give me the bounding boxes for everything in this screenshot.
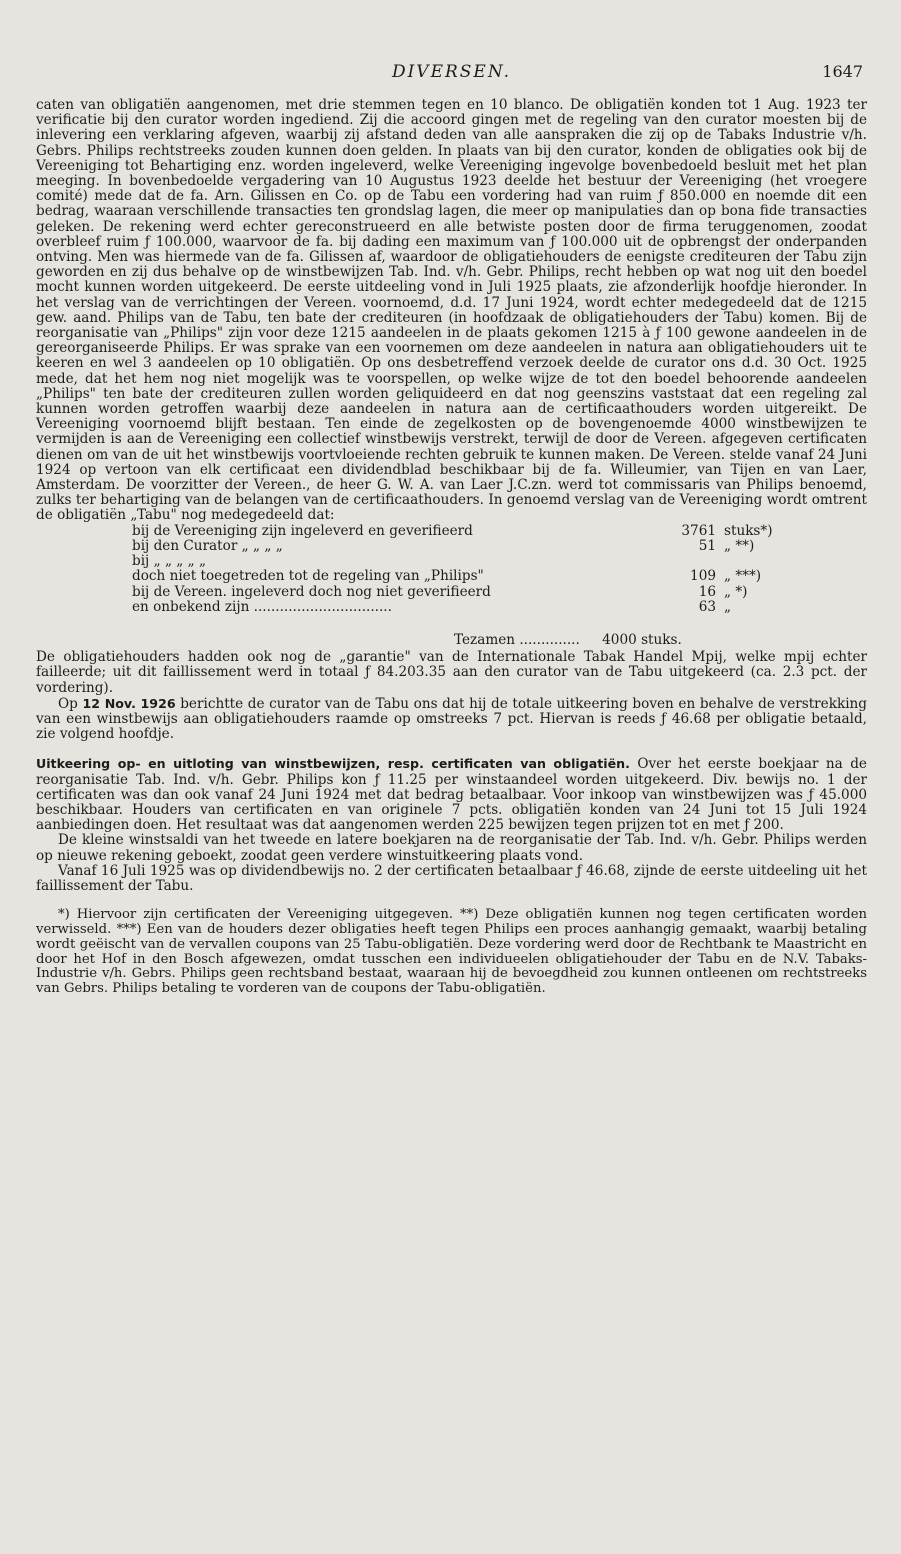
row-value: 51: [698, 537, 716, 554]
text-segment: Over het eerste boekjaar na de reorganisatie Tab. Ind. v/h. Gebr. Philips kon ƒ 11.25 per winstaandeel worden uitgekeerd. Div. bewijs no. 1 der certificaten was dan ook vanaf 24 Juni 1924 met dat bedrag betaalbaar. Voor inkoop van winstbewijzen was ƒ 45.000 beschikbaar. Houders van certificaten en van originele 7 pcts. obligatiën konden van 24 Juni tot 15 Juli 1924 aanbiedingen doen. Het resultaat was dat aangenomen werden 225 bewijzen tegen prijzen tot en met ƒ 200.: [36, 756, 867, 834]
page-number: 1647: [822, 62, 863, 81]
paragraph-uitkeering: [36, 756, 867, 833]
footnotes: [36, 908, 867, 997]
footnote-text: *) Hiervoor zijn certificaten der Vereeniging uitgegeven. **) Deze obligatiën kunnen nog tegen certificaten worden verwisseld. ***) Een van de houders dezer obligaties heeft tegen Philips een proces aanhangig gemaakt, waarbij betaling wordt geëischt van de vervallen coupons van 25 Tabu-obligatiën. Deze vordering werd door de Rechtbank te Maastricht en door het Hof in den Bosch afgewezen, omdat tusschen een individueelen obligatiehouder der Tabu en de N.V. Tabaks-Industrie v/h. Gebrs. Philips geen rechtsband bestaat, waaraan hij de bevoegdheid zou kunnen ontleenen om rechtstreeks van Gebrs. Philips betaling te vorderen van de coupons der Tabu-obligatiën.: [36, 907, 867, 997]
paragraph-tabu-obligaties: caten van obligatiën aangenomen, met drie stemmen tegen en 10 blanco. De obligatiën konden tot 1 Aug. 1923 ter verificatie bij den curator worden ingediend. Zij die accoord gingen met de regeling van den curator moesten bij de inlevering een verklaring afgeven, waarbij zij afstand deden van alle aanspraken die zij op de Tabaks Industrie v/h. Gebrs. Philips rechtstreeks zouden kunnen doen gelden. In plaats van bij den curator, konden de obligaties ook bij de Vereeniging tot Behartiging enz. worden ingeleverd, welke Vereeniging ingevolge bovenbedoeld besluit met het plan meeging. In bovenbedoelde vergadering van 10 Augustus 1923 deelde het bestuur der Vereeniging (het vroegere comité) mede dat de fa. Arn. Gilissen en Co. op de Tabu een vordering had van ruim ƒ 850.000 en noemde dit een bedrag, waaraan verschillende transacties ten grondslag lagen, die meer op manipulaties dan op bona fide transacties geleken. De rekening werd echter gereconstrueerd en alle betwiste posten door de firma teruggenomen, zoodat overbleef ruim ƒ 100.000, waarvoor de fa. bij dading een maximum van ƒ 100.000 uit de opbrengst der onderpanden ontving. Men was hiermede van de fa. Gilissen af, waardoor de obligatiehouders de eenigste crediteuren der Tabu zijn geworden en zij dus behalve op de winstbewijzen Tab. Ind. v/h. Gebr. Philips, recht hebben op wat nog uit den boedel mocht kunnen worden uitgekeerd. De eerste uitdeeling vond in Juli 1925 plaats, zie afzonderlijk hoofdje hieronder. In het verslag van de verrichtingen der Vereen. voornoemd, d.d. 17 Juni 1924, wordt echter medegedeeld dat de 1215 gew. aand. Philips van de Tabu, ten bate der crediteuren (in hoofdzaak de obligatiehouders der Tabu) komen. Bij de reorganisatie van „Philips" zijn voor deze 1215 aandeelen in de plaats gekomen 1215 à ƒ 100 gewone aandeelen in de gereorganiseerde Philips. Er was sprake van een voornemen om deze aandeelen in natura aan obligatiehouders uit te keeren en wel 3 aandeelen op 10 obligatiën. Op ons desbetreffend verzoek deelde de curator ons d.d. 30 Oct. 1925 mede, dat het hem nog niet mogelijk was te voorspellen, op welke wijze de tot den boedel behoorende aandeelen „Philips" ten bate der crediteuren zullen worden geliquideerd en dat nog geenszins vaststaat dat een regeling zal kunnen worden getroffen waarbij deze aandeelen in natura aan de certificaathouders worden uitgereikt. De Vereeniging voornoemd blijft bestaan. Ten einde de zegelkosten op de bovengenoemde 4000 winstbewijzen te vermijden is aan de Vereeniging een collectief winstbewijs verstrekt, terwijl de door de Vereen. afgegeven certificaten dienen om van de uit het winstbewijs voortvloeiende rechten gebruik te kunnen maken. De Vereen. stelde vanaf 24 Juni 1924 op vertoon van elk certificaat een dividendblad beschikbaar bij de fa. Willeumier, van Tijen en van Laer, Amsterdam. De voorzitter der Vereen., de heer G. W. A. van Laer J.C.zn. werd tot commissaris van Philips benoemd, zulks ter behartiging van de belangen van de certificaathouders. In genoemd verslag van de Vereeniging wordt omtrent de obligatiën „Tabu" nog medegedeeld dat:: [36, 97, 867, 524]
row-label: bij de Vereeniging zijn ingeleverd en geverifieerd: [132, 522, 473, 539]
main-text: [36, 98, 867, 894]
table-row: [132, 585, 844, 600]
table-row: [132, 554, 844, 569]
running-title: DIVERSEN.: [391, 62, 512, 82]
table-row: [132, 569, 844, 584]
row-label: en onbekend zijn ................................: [132, 598, 392, 615]
row-unit: „ **): [724, 537, 755, 554]
table-row: [132, 539, 844, 554]
paragraph-dividendbewijs: Vanaf 16 Juli 1925 was op dividendbewijs no. 2 der certificaten betaalbaar ƒ 46.68, zijnde de eerste uitdeeling uit het faillissement der Tabu.: [36, 862, 867, 894]
row-value: 109: [690, 568, 716, 585]
section-heading: Uitkeering op- en uitloting van winstbewijzen, resp. certificaten van obligatiën.: [36, 756, 630, 772]
obligation-count-table: [132, 524, 844, 615]
row-unit: stuks*): [724, 522, 773, 539]
row-unit: „ ***): [724, 568, 762, 585]
row-value: 63: [698, 598, 716, 615]
paragraph-uitkeering-raming: [36, 696, 867, 743]
table-row: [132, 600, 844, 615]
row-label: doch niet toegetreden tot de regeling van „Philips": [132, 568, 484, 585]
total-row: [454, 633, 867, 648]
paragraph-winstsaldi: De kleine winstsaldi van het tweede en latere boekjaren na de reorganisatie der Tab. Ind. v/h. Gebr. Philips werden op nieuwe rekening geboekt, zoodat geen verdere winstuitkeering plaats vond.: [36, 832, 867, 864]
total-value: 4000 stuks.: [602, 631, 682, 648]
table-row: [132, 524, 844, 539]
row-label: bij „ „ „ „ „: [132, 553, 207, 570]
text-segment: Op: [58, 695, 83, 712]
row-unit: „ *): [724, 583, 748, 600]
date-emphasis: 12 Nov. 1926: [82, 695, 176, 711]
row-value: [672, 554, 724, 569]
row-value: 16: [698, 583, 716, 600]
page-header: [36, 58, 867, 98]
row-unit: „: [724, 598, 732, 615]
row-unit: [724, 554, 844, 569]
row-label: bij de Vereen. ingeleverd doch nog niet geverifieerd: [132, 583, 491, 600]
row-value: 3761: [681, 522, 716, 539]
row-label: bij den Curator „ „ „ „: [132, 537, 283, 554]
total-label: Tezamen ..............: [454, 631, 580, 648]
paragraph-garantie: De obligatiehouders hadden ook nog de „garantie" van de Internationale Tabak Handel Mpij, welke mpij echter failleerde; uit dit faillissement werd in totaal ƒ 84.203.35 aan den curator van de Tabu uitgekeerd (ca. 2.3 pct. der vordering).: [36, 649, 867, 696]
text-segment: berichtte de curator van de Tabu ons dat hij de totale uitkeering boven en behalve de verstrekking van een winstbewijs aan obligatiehouders raamde op omstreeks 7 pct. Hiervan is reeds ƒ 46.68 per obligatie betaald, zie volgend hoofdje.: [36, 695, 868, 743]
